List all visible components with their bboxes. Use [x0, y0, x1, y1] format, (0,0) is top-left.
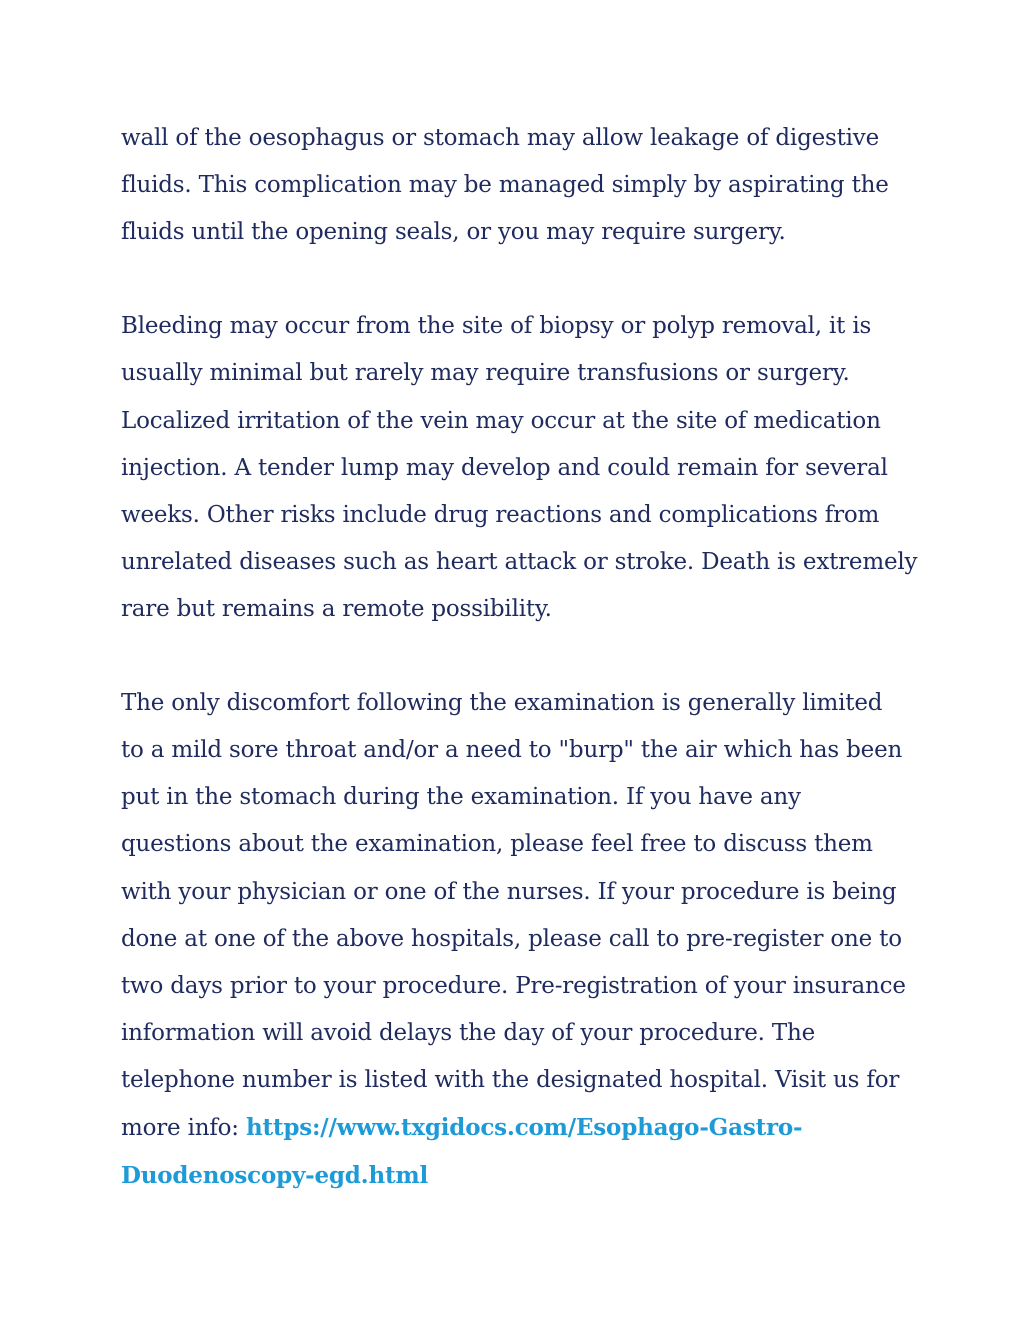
text-line: weeks. Other risks include drug reactions and complications from [121, 501, 880, 528]
text-line: The only discomfort following the examination is generally limited [121, 690, 883, 717]
text-line: to a mild sore throat and/or a need to "burp" the air which has been [121, 737, 903, 764]
website-link-continued[interactable]: Duodenoscopy-egd.html [121, 1162, 429, 1190]
text-line: Localized irritation of the vein may occur at the site of medication [121, 407, 881, 434]
text-line: information will avoid delays the day of your procedure. The [121, 1019, 816, 1046]
text-line: two days prior to your procedure. Pre-registration of your insurance [121, 972, 906, 999]
paragraph-discomfort [121, 680, 911, 1200]
text-line: put in the stomach during the examination. If you have any [121, 784, 801, 811]
text-line: fluids. This complication may be managed simply by aspirating the [121, 172, 889, 199]
text-line: with your physician or one of the nurses. If your procedure is being [121, 878, 897, 905]
link-line [121, 1104, 911, 1152]
website-link[interactable]: https://www.txgidocs.com/Esophago-Gastro- [245, 1113, 803, 1141]
paragraph-perforation [121, 115, 911, 256]
document-body [121, 115, 918, 1247]
text-line: questions about the examination, please feel free to discuss them [121, 831, 873, 858]
text-line: wall of the oesophagus or stomach may allow leakage of digestive [121, 125, 880, 151]
link-line [121, 1152, 911, 1200]
text-line: telephone number is listed with the designated hospital. Visit us for [121, 1066, 900, 1093]
paragraph-bleeding-risks [121, 303, 918, 633]
text-line: unrelated diseases such as heart attack or stroke. Death is extremely [121, 548, 918, 575]
text-line: injection. A tender lump may develop and could remain for several [121, 454, 888, 481]
text-line: Bleeding may occur from the site of biopsy or polyp removal, it is [121, 313, 872, 340]
text-line: rare but remains a remote possibility. [121, 595, 552, 622]
link-prefix-text: more info: [121, 1114, 246, 1141]
text-line: fluids until the opening seals, or you may require surgery. [121, 219, 786, 246]
text-line: usually minimal but rarely may require transfusions or surgery. [121, 360, 850, 387]
text-line: done at one of the above hospitals, please call to pre-register one to [121, 925, 902, 952]
